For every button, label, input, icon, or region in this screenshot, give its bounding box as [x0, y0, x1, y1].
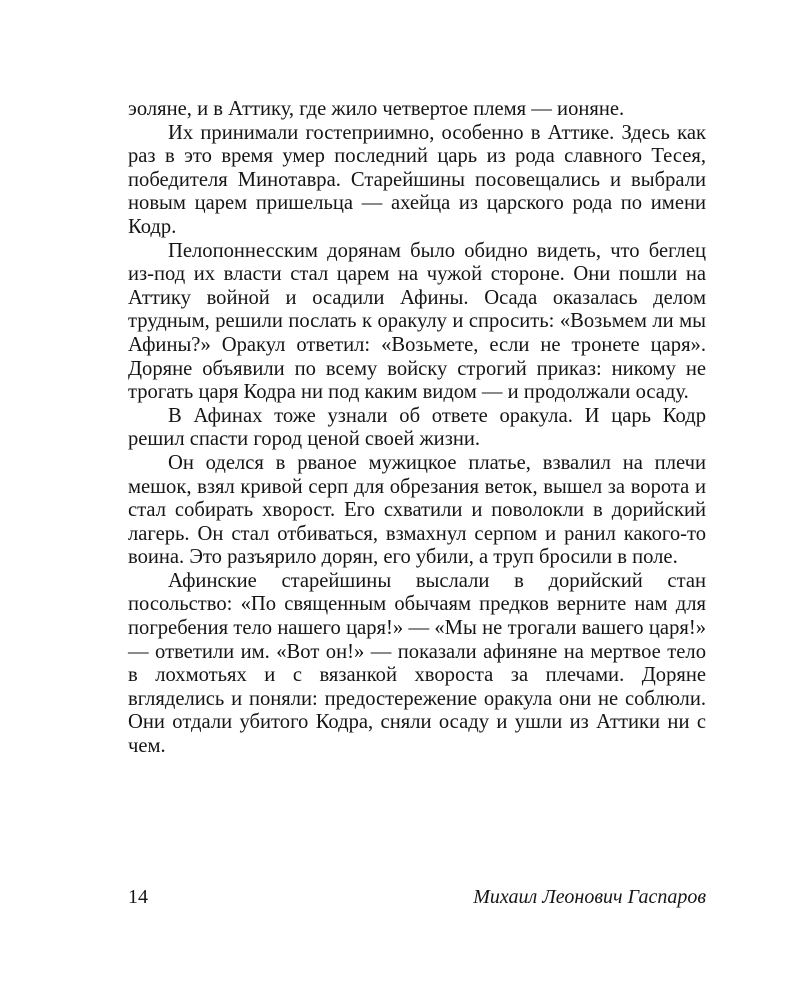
- running-footer-author: Михаил Леонович Гаспаров: [473, 886, 706, 908]
- page-number: 14: [128, 886, 148, 908]
- paragraph: Афинские старейшины выслали в дорийский стан посольство: «По священным обычаям предков верните нам для погребения тело нашего царя!» — «Мы не трогали вашего царя!» — ответили им. «Вот он!» — показали афиняне на мертвое тело в лохмотьях и с вязанкой хвороста за плечами. Доряне вгляделись и поняли: предостережение оракула они не соблюли. Они отдали убитого Кодра, сняли осаду и ушли из Аттики ни с чем.: [128, 569, 706, 758]
- paragraph: Пелопоннесским дорянам было обидно видеть, что беглец из-под их власти стал царем на чужой стороне. Они пошли на Аттику войной и осадили Афины. Осада оказалась делом трудным, решили послать к оракулу и спросить: «Возьмем ли мы Афины?» Оракул ответил: «Возьмете, если не тронете царя». Доряне объявили по всему войску строгий приказ: никому не трогать царя Кодра ни под каким видом — и продолжали осаду.: [128, 239, 706, 404]
- page-body: [128, 98, 706, 759]
- paragraph-continuation: эоляне, и в Аттику, где жило четвертое племя — ионяне.: [128, 98, 625, 120]
- paragraph: Их принимали гостеприимно, особенно в Аттике. Здесь как раз в это время умер последний царь из рода славного Тесея, победителя Минотавра. Старейшины посовещались и выбрали новым царем пришельца — ахейца из царского рода по имени Кодр.: [128, 121, 706, 238]
- paragraph: В Афинах тоже узнали об ответе оракула. И царь Кодр решил спасти город ценой своей жизни.: [128, 404, 706, 451]
- main-text: [128, 98, 706, 759]
- page-footer: [128, 886, 706, 909]
- paragraph: Он оделся в рваное мужицкое платье, взвалил на плечи мешок, взял кривой серп для обрезания веток, вышел за ворота и стал собирать хворост. Его схватили и поволокли в дорийский лагерь. Он стал отбиваться, взмахнул серпом и ранил какого-то воина. Это разъярило дорян, его убили, а труп бросили в поле.: [128, 451, 706, 569]
